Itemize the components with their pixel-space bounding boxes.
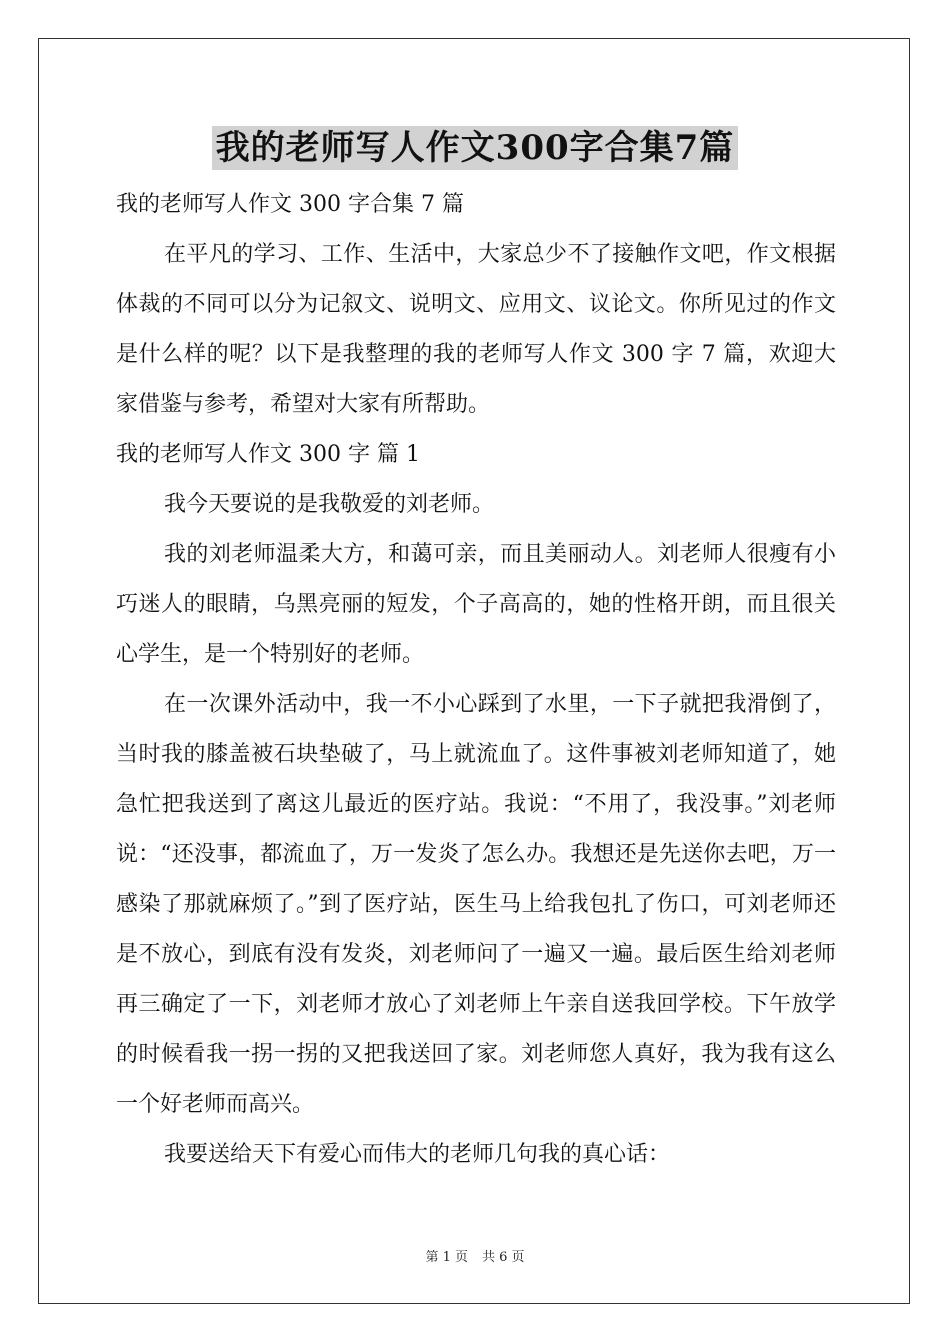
page-number-current: 第 1 页	[425, 1250, 468, 1265]
page-footer	[0, 1249, 950, 1267]
title-container	[0, 126, 950, 170]
section-heading: 我的老师写人作文 300 字 篇 1	[116, 442, 420, 467]
body-paragraph: 我今天要说的是我敬爱的刘老师。	[164, 492, 495, 517]
body-paragraph: 我的刘老师温柔大方，和蔼可亲，而且美丽动人。刘老师人很瘦有小巧迷人的眼睛，乌黑亮丽的短发，个子高高的，她的性格开朗，而且很关心学生，是一个特别好的老师。	[116, 542, 836, 667]
intro-paragraph: 在平凡的学习、工作、生活中，大家总少不了接触作文吧，作文根据体裁的不同可以分为记叙文、说明文、应用文、议论文。你所见过的作文是什么样的呢？以下是我整理的我的老师写人作文 300 字 7 篇，欢迎大家借鉴与参考，希望对大家有所帮助。	[116, 242, 836, 417]
body-paragraph: 在一次课外活动中，我一不小心踩到了水里，一下子就把我滑倒了，当时我的膝盖被石块垫破了，马上就流血了。这件事被刘老师知道了，她急忙把我送到了离这儿最近的医疗站。我说：“不用了，我没事。”刘老师说：“还没事，都流血了，万一发炎了怎么办。我想还是先送你去吧，万一感染了那就麻烦了。”到了医疗站，医生马上给我包扎了伤口，可刘老师还是不放心，到底有没有发炎，刘老师问了一遍又一遍。最后医生给刘老师再三确定了一下，刘老师才放心了刘老师上午亲自送我回学校。下午放学的时候看我一拐一拐的又把我送回了家。刘老师您人真好，我为我有这么一个好老师而高兴。	[116, 692, 836, 1117]
page-number-total: 共 6 页	[482, 1250, 525, 1265]
document-subtitle: 我的老师写人作文 300 字合集 7 篇	[116, 192, 464, 217]
document-body	[116, 180, 836, 1180]
document-title: 我的老师写人作文300字合集7篇	[212, 126, 739, 170]
body-paragraph: 我要送给天下有爱心而伟大的老师几句我的真心话：	[164, 1142, 671, 1167]
